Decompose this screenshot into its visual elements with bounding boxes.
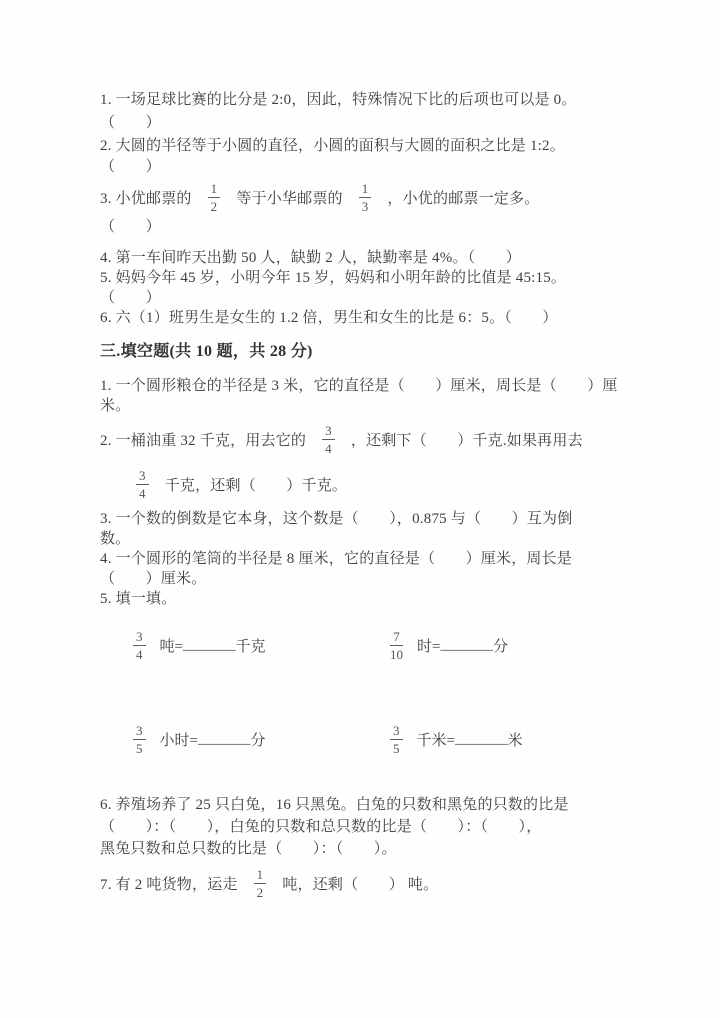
conversion-unit: 米 [507, 732, 523, 749]
fraction-three-fourths [322, 424, 335, 455]
fill-q2-part3: 千克，还剩（ ）千克。 [164, 477, 348, 494]
conversion-unit: 分 [492, 638, 508, 655]
conversion-label: 小时= [159, 732, 198, 749]
fraction-three-fifths [390, 724, 403, 755]
fill-q6-line3: 黑兔只数和总只数的比是（ ）：（ ）。 [100, 841, 397, 857]
judge-q2-answer-blank: （ ） [100, 159, 161, 175]
fill-q6-line1: 6. 养殖场养了 25 只白兔，16 只黑兔。白兔的只数和黑兔的只数的比是 [100, 797, 569, 813]
fraction-numerator: 1 [254, 868, 267, 884]
fraction-seven-tenths [390, 630, 403, 661]
fill-q3-line1: 3. 一个数的倒数是它本身，这个数是（ ），0.875 与（ ）互为倒 [100, 511, 573, 527]
fraction-denominator: 2 [210, 198, 218, 214]
judge-q2-text: 2. 大圆的半径等于小圆的直径，小圆的面积与大圆的面积之比是 1:2。 [100, 138, 565, 154]
fraction-numerator: 3 [136, 469, 149, 485]
fraction-denominator: 3 [361, 198, 369, 214]
fill-q2-line2 [100, 463, 642, 505]
conversion-item-tons [133, 630, 390, 661]
fraction-numerator: 3 [133, 724, 146, 740]
fill-q1-line2: 米。 [100, 398, 131, 414]
fill-q5-text: 5. 填一填。 [100, 591, 177, 607]
judge-q3-text [100, 177, 642, 217]
conversion-row-2 [100, 709, 642, 769]
fraction-numerator: 3 [322, 424, 335, 440]
fraction-numerator: 1 [208, 182, 221, 198]
conversion-row-1 [100, 615, 642, 675]
judge-q5-text: 5. 妈妈今年 45 岁，小明今年 15 岁，妈妈和小明年龄的比值是 45:15。 [100, 270, 567, 286]
fraction-one-third [359, 182, 372, 213]
conversion-item-minutes [133, 724, 390, 755]
fraction-denominator: 4 [136, 646, 143, 662]
fill-q4-line2: （ ）厘米。 [100, 571, 207, 587]
answer-blank-underline: _______ [197, 730, 251, 747]
fill-q4-line1: 4. 一个圆形的笔筒的半径是 8 厘米，它的直径是（ ）厘米，周长是 [100, 551, 573, 567]
fraction-three-fourths [136, 469, 149, 500]
fill-q6-line2: （ ）：（ ），白兔的只数和总只数的比是（ ）：（ ）， [100, 819, 542, 835]
fraction-one-half [254, 868, 267, 899]
fill-q3-line2: 数。 [100, 531, 131, 547]
fill-q7-text [100, 863, 642, 903]
fraction-denominator: 10 [390, 646, 403, 662]
answer-blank-underline: _______ [440, 636, 493, 653]
conversion-label: 时= [417, 638, 441, 655]
fill-q7-part1: 7. 有 2 吨货物，运走 [100, 876, 238, 893]
conversion-unit: 千克 [235, 638, 266, 655]
fraction-denominator: 5 [136, 740, 143, 756]
judge-q6-text: 6. 六（1）班男生是女生的 1.2 倍，男生和女生的比是 6：5。（ ） [100, 310, 558, 326]
fraction-denominator: 2 [256, 884, 264, 900]
fraction-numerator: 3 [390, 724, 403, 740]
fraction-denominator: 4 [139, 485, 146, 501]
judge-q3-part1: 3. 小优邮票的 [100, 190, 192, 207]
fraction-three-fourths [133, 630, 146, 661]
conversion-label: 吨= [159, 638, 183, 655]
conversion-unit: 分 [250, 732, 266, 749]
fill-q7-part2: 吨，还剩（ ） 吨。 [282, 876, 439, 893]
fill-section-header: 三.填空题(共 10 题，共 28 分) [100, 343, 313, 360]
fill-q2-line1 [100, 418, 642, 460]
judge-q5-answer-blank: （ ） [100, 290, 161, 306]
fraction-numerator: 1 [359, 182, 372, 198]
conversion-item-kilometers [390, 724, 522, 755]
judge-q3-part2: 等于小华邮票的 [236, 190, 343, 207]
fraction-denominator: 5 [393, 740, 400, 756]
conversion-item-hours [390, 630, 508, 661]
fraction-numerator: 7 [390, 630, 403, 646]
fraction-denominator: 4 [325, 440, 332, 456]
judge-q1-text: 1. 一场足球比赛的比分是 2:0，因此，特殊情况下比的后项也可以是 0。 [100, 92, 577, 108]
fill-q1-line1: 1. 一个圆形粮仓的半径是 3 米，它的直径是（ ）厘米，周长是（ ）厘 [100, 378, 618, 394]
fraction-three-fifths [133, 724, 146, 755]
judge-q1-answer-blank: （ ） [100, 115, 161, 131]
fraction-one-half [208, 182, 221, 213]
fill-q2-part2: ，还剩下（ ）千克.如果再用去 [350, 432, 583, 449]
judge-q4-text: 4. 第一车间昨天出勤 50 人，缺勤 2 人，缺勤率是 4%。（ ） [100, 250, 521, 266]
conversion-label: 千米= [416, 732, 455, 749]
fill-q2-part1: 2. 一桶油重 32 千克，用去它的 [100, 432, 307, 449]
answer-blank-underline: _______ [454, 730, 508, 747]
judge-q3-answer-blank: （ ） [100, 219, 161, 235]
answer-blank-underline: _______ [182, 636, 236, 653]
judge-q3-part3: ，小优的邮票一定多。 [387, 190, 540, 207]
fraction-numerator: 3 [133, 630, 146, 646]
